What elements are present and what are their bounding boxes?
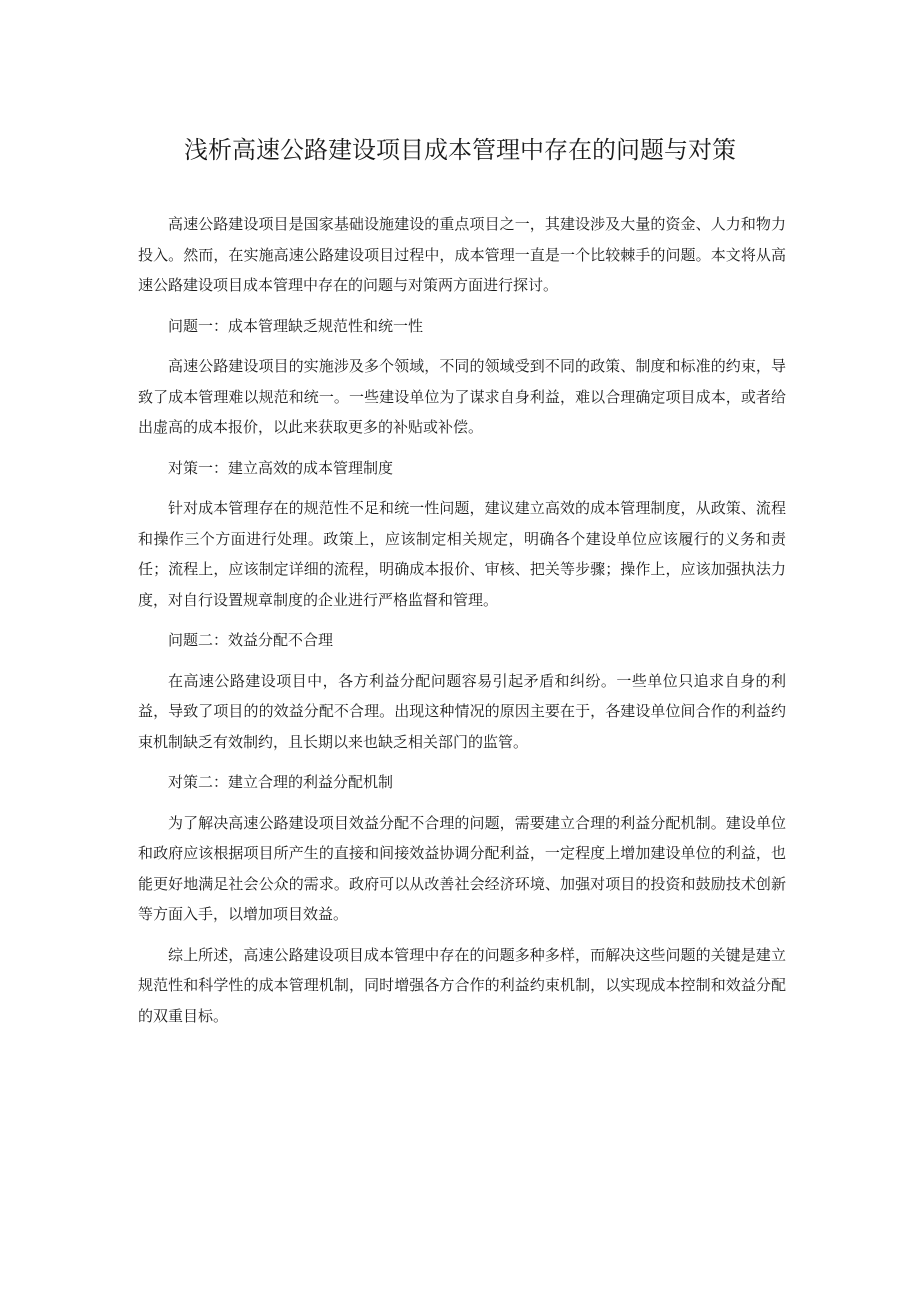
problem-1-heading: 问题一：成本管理缺乏规范性和统一性 bbox=[168, 316, 424, 335]
problem-2-paragraph: 在高速公路建设项目中，各方利益分配问题容易引起矛盾和纠纷。一些单位只追求自身的利益，导致了项目的的效益分配不合理。出现这种情况的原因主要在于，各建设单位间合作的利益约束机制缺乏有效制约，且长期以来也缺乏相关部门的监管。 bbox=[138, 671, 786, 751]
document-title: 浅析高速公路建设项目成本管理中存在的问题与对策 bbox=[184, 136, 736, 164]
solution-1-heading: 对策一：建立高效的成本管理制度 bbox=[168, 458, 394, 477]
document-body bbox=[138, 209, 786, 1041]
intro-paragraph: 高速公路建设项目是国家基础设施建设的重点项目之一，其建设涉及大量的资金、人力和物力投入。然而，在实施高速公路建设项目过程中，成本管理一直是一个比较棘手的问题。本文将从高速公路建设项目成本管理中存在的问题与对策两方面进行探讨。 bbox=[138, 215, 786, 294]
solution-2-heading: 对策二：建立合理的利益分配机制 bbox=[168, 773, 394, 791]
problem-1-paragraph: 高速公路建设项目的实施涉及多个领域，不同的领域受到不同的政策、制度和标准的约束，导致了成本管理难以规范和统一。一些建设单位为了谋求自身利益，难以合理确定项目成本，或者给出虚高的成本报价，以此来获取更多的补贴或补偿。 bbox=[138, 357, 786, 436]
solution-1-paragraph: 针对成本管理存在的规范性不足和统一性问题，建议建立高效的成本管理制度，从政策、流程和操作三个方面进行处理。政策上，应该制定相关规定，明确各个建设单位应该履行的义务和责任；流程上，应该制定详细的流程，明确成本报价、审核、把关等步骤；操作上，应该加强执法力度，对自行设置规章制度的企业进行严格监督和管理。 bbox=[138, 499, 786, 609]
problem-2-heading: 问题二：效益分配不合理 bbox=[168, 631, 334, 649]
conclusion-paragraph: 综上所述，高速公路建设项目成本管理中存在的问题多种多样，而解决这些问题的关键是建立规范性和科学性的成本管理机制，同时增强各方合作的利益约束机制，以实现成本控制和效益分配的双重目标。 bbox=[138, 945, 786, 1025]
solution-2-paragraph: 为了解决高速公路建设项目效益分配不合理的问题，需要建立合理的利益分配机制。建设单位和政府应该根据项目所产生的直接和间接效益协调分配利益，一定程度上增加建设单位的利益，也能更好地满足社会公众的需求。政府可以从改善社会经济环境、加强对项目的投资和鼓励技术创新等方面入手，以增加项目效益。 bbox=[138, 813, 786, 923]
